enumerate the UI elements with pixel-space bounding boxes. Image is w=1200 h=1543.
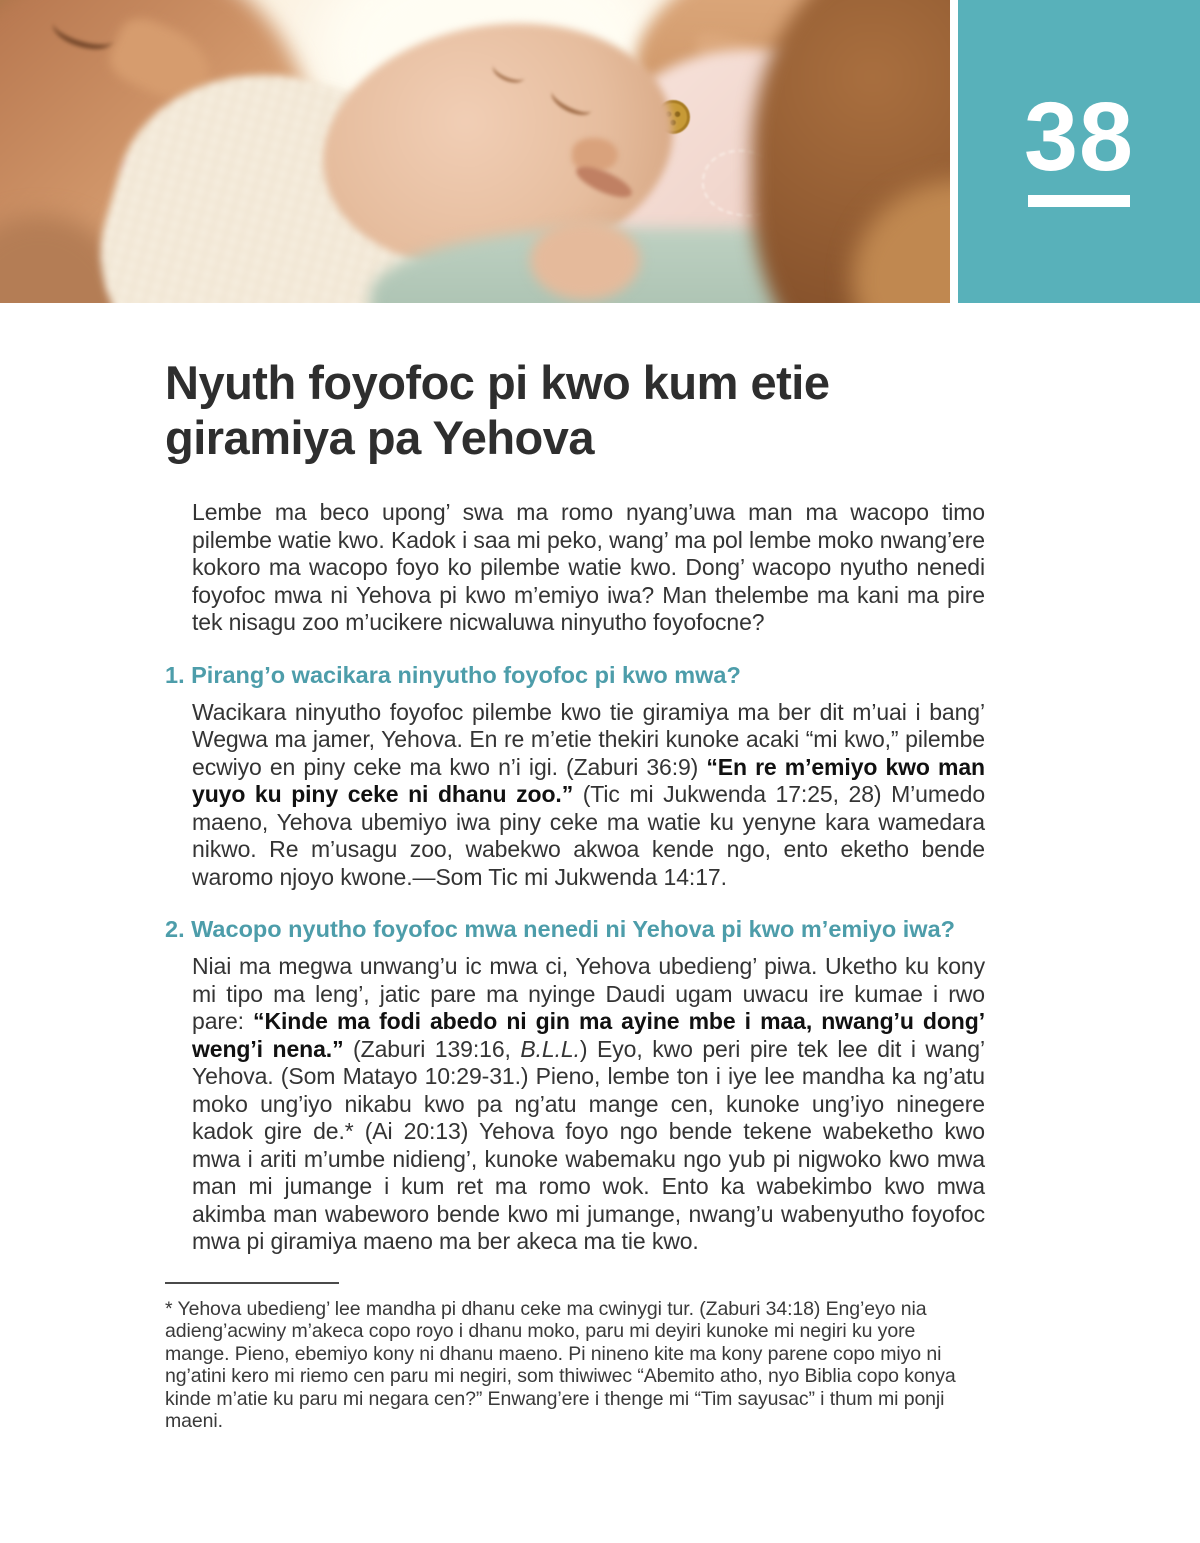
text-run-normal: Niai ma megwa unwang’u ic mwa ci, Yehova ubedieng’ piwa. Uketho ku kony mi tipo ma leng’, jatic pare ma nyinge Daudi ugam uwacu ire kumae i rwo pare:: [192, 953, 985, 1034]
question-heading-2: 2. Wacopo nyutho foyofoc mwa nenedi ni Yehova pi kwo m’emiyo iwa?: [165, 916, 955, 942]
text-run-normal: (Tic mi Jukwenda 17:25, 28) M’umedo maeno, Yehova ubemiyo iwa piny ceke ma watie ku yenyne kara wamedara nikwo. Re m’usagu zoo, wabekwo akwoa kende ngo, ento eketho bende waromo njoyo kwone.—Som Tic mi Jukwenda 14:17.: [192, 781, 986, 890]
intro-paragraph: Lembe ma beco upong’ swa ma romo nyang’uwa man ma wacopo timo pilembe watie kwo. Kadok i saa mi peko, wang’ ma pol lembe moko nwang’ere kokoro ma wacopo foyo ko pilembe watie kwo. Dong’ wacopo nyutho nenedi foyofoc mwa ni Yehova pi kwo m’emiyo iwa? Man thelembe ma kani ma pire tek nisagu zoo m’ucikere nicwaluwa ninyutho foyofocne?: [192, 499, 985, 635]
text-run-normal: ) Eyo, kwo peri pire tek lee dit i wang’ Yehova. (Som Matayo 10:29-31.) Pieno, lembe ton i iye lee mandha ka ng’atu moko ung’iyo nikabu kwo pa ng’atu mange cen, kunoke ung’iyo ninegere kadok gire de.* (Ai 20:13) Yehova foyo ngo bende tekene wabeketho kwo mwa i ariti m’umbe nidieng’, kunoke wabemaku ngo yub pi nigwoko kwo mwa man mi jumange i kum ret ma romo wok. Ento ka wabekimbo kwo mwa akimba man wabeworo bende kwo mi jumange, nwang’u wabenyutho foyofoc mwa pi giramiya maeno ma ber akeca ma tie kwo.: [192, 1035, 986, 1254]
hero-photo: [0, 0, 950, 303]
text-run-bold: “En re m’emiyo kwo man yuyo ku piny ceke ni dhanu zoo.”: [192, 753, 985, 807]
study-paragraph-2: [192, 953, 985, 1256]
text-run-bold: “Kinde ma fodi abedo ni gin ma ayine mbe i maa, nwang’u dong’ weng’i nena.”: [192, 1008, 985, 1062]
lesson-number: 38: [1024, 82, 1134, 191]
text-run-normal: Wacikara ninyutho foyofoc pilembe kwo tie giramiya ma ber dit m’uai i bang’ Wegwa ma jamer, Yehova. En re m’etie thekiri kunoke acaki “mi kwo,” pilembe ecwiyo en piny ceke ma kwo n’i igi. (Zaburi 36:9): [192, 698, 985, 780]
lesson-number-underline: [1028, 195, 1130, 207]
page-header: [0, 0, 1200, 303]
footnote-text: * Yehova ubedieng’ lee mandha pi dhanu ceke ma cwinygi tur. (Zaburi 34:18) Eng’eyo nia adieng’acwiny m’akeca copo royo i dhanu moko, paru mi deyiri kunoke mi negiri ku yore mange. Pieno, ebemiyo kony ni dhanu maeno. Pi nineno kite ma kony parene copo miyo ni ng’atini kero mi riemo cen paru mi negiri, som thiwiwec “Abemito atho, nyo Biblia copo konya kinde m’atie ku paru mi negara cen?” Enwang’ere i thenge mi “Tim sayusac” i thum mi ponji maeni.: [165, 1297, 956, 1432]
lesson-number-badge: [958, 0, 1200, 303]
question-heading-1: 1. Pirang’o wacikara ninyutho foyofoc pi kwo mwa?: [165, 661, 741, 688]
baby-hand: [530, 220, 640, 300]
study-paragraph-1: [192, 699, 985, 892]
text-run-italic: B.L.L.: [520, 1035, 580, 1062]
page-title: Nyuth foyofoc pi kwo kum etie giramiya pa Yehova: [165, 356, 830, 464]
article: [165, 303, 985, 1433]
text-run-normal: (Zaburi 139:16,: [343, 1035, 521, 1062]
footnote-divider: [165, 1282, 339, 1284]
